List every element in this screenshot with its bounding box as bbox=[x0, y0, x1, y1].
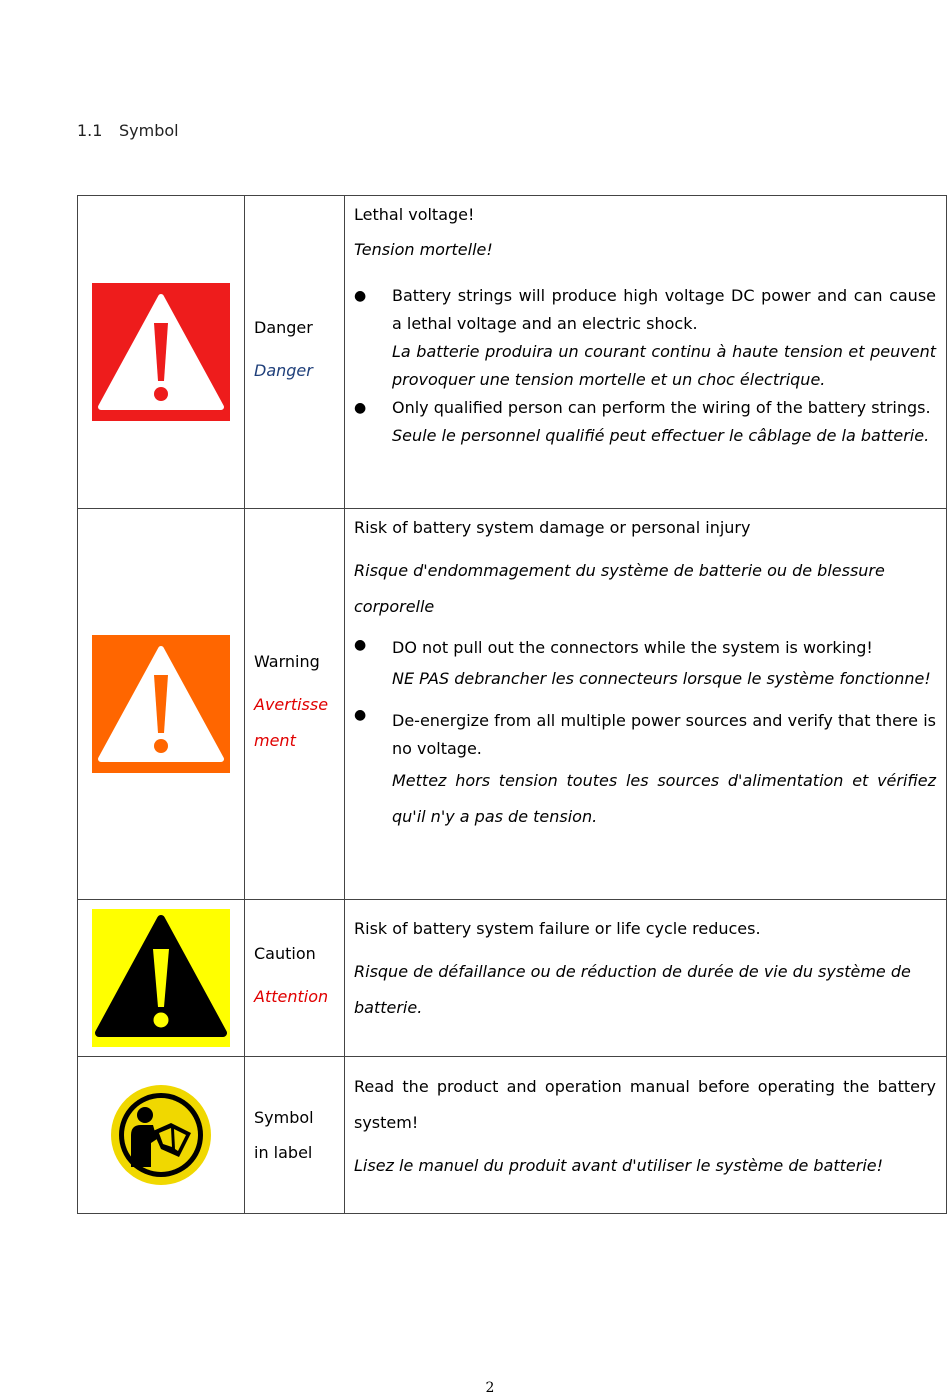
warning-title-en: Risk of battery system damage or personal injury bbox=[354, 518, 751, 537]
label-icon-cell bbox=[78, 1057, 245, 1214]
section-heading bbox=[77, 121, 179, 140]
warning-description bbox=[345, 509, 947, 900]
warning-label-en: Warning bbox=[254, 652, 320, 671]
bullet-text-fr: La batterie produira un courant continu à haute tension et peuvent provoquer une tension mortelle et un choc électrique. bbox=[392, 342, 936, 389]
danger-title-fr: Tension mortelle! bbox=[354, 240, 493, 259]
danger-description bbox=[345, 196, 947, 509]
list-item bbox=[354, 282, 936, 394]
section-number: 1.1 bbox=[77, 121, 103, 140]
bullet-text-en: DO not pull out the connectors while the system is working! bbox=[392, 638, 873, 657]
symbol-table bbox=[77, 195, 947, 1214]
warning-name-cell bbox=[245, 509, 345, 900]
warning-exclamation-icon bbox=[92, 635, 230, 773]
bullet-icon: ● bbox=[354, 707, 367, 723]
warning-label-fr-2: ment bbox=[254, 731, 296, 750]
warning-title-fr: Risque d'endommagement du système de batterie ou de blessure corporelle bbox=[354, 561, 885, 616]
warning-icon-cell bbox=[78, 509, 245, 900]
caution-title-en: Risk of battery system failure or life cycle reduces. bbox=[354, 919, 761, 938]
bullet-text-fr: Seule le personnel qualifié peut effectuer le câblage de la batterie. bbox=[392, 426, 930, 445]
table-row-warning bbox=[78, 509, 947, 900]
list-item bbox=[354, 707, 936, 835]
danger-name-cell bbox=[245, 196, 345, 509]
bullet-icon: ● bbox=[354, 400, 367, 416]
label-symbol-title-fr: Lisez le manuel du produit avant d'utiliser le système de batterie! bbox=[354, 1156, 884, 1175]
read-manual-icon bbox=[109, 1083, 213, 1187]
danger-exclamation-icon bbox=[92, 283, 230, 421]
list-item bbox=[354, 637, 936, 697]
bullet-text-fr: NE PAS debrancher les connecteurs lorsque le système fonctionne! bbox=[392, 669, 931, 688]
label-symbol-name-1: Symbol bbox=[254, 1108, 314, 1127]
table-row-caution bbox=[78, 900, 947, 1057]
caution-icon-cell bbox=[78, 900, 245, 1057]
page-number: 2 bbox=[485, 1380, 495, 1396]
caution-description bbox=[345, 900, 947, 1057]
bullet-text-en: De-energize from all multiple power sources and verify that there is no voltage. bbox=[392, 711, 936, 758]
caution-title-fr: Risque de défaillance ou de réduction de durée de vie du système de batterie. bbox=[354, 962, 911, 1017]
bullet-text-fr: Mettez hors tension toutes les sources d'alimentation et vérifiez qu'il n'y a pas de tension. bbox=[392, 771, 936, 826]
caution-name-cell bbox=[245, 900, 345, 1057]
danger-label-en: Danger bbox=[254, 318, 313, 337]
caution-exclamation-icon bbox=[92, 909, 230, 1047]
danger-label-fr: Danger bbox=[254, 361, 313, 380]
bullet-icon: ● bbox=[354, 288, 367, 304]
label-symbol-title-en: Read the product and operation manual before operating the battery system! bbox=[354, 1077, 936, 1132]
section-title: Symbol bbox=[119, 121, 179, 140]
label-symbol-description bbox=[345, 1057, 947, 1214]
bullet-icon: ● bbox=[354, 637, 367, 653]
bullet-text-en: Only qualified person can perform the wiring of the battery strings. bbox=[392, 398, 931, 417]
table-row-danger bbox=[78, 196, 947, 509]
bullet-text-en: Battery strings will produce high voltage DC power and can cause a lethal voltage and an electric shock. bbox=[392, 286, 936, 333]
label-symbol-name-2: in label bbox=[254, 1143, 313, 1162]
danger-icon-cell bbox=[78, 196, 245, 509]
caution-label-fr: Attention bbox=[254, 987, 329, 1006]
table-row-label-symbol bbox=[78, 1057, 947, 1214]
caution-label-en: Caution bbox=[254, 944, 316, 963]
label-symbol-name-cell bbox=[245, 1057, 345, 1214]
danger-title-en: Lethal voltage! bbox=[354, 205, 475, 224]
list-item bbox=[354, 394, 936, 450]
warning-label-fr-1: Avertisse bbox=[254, 695, 329, 714]
